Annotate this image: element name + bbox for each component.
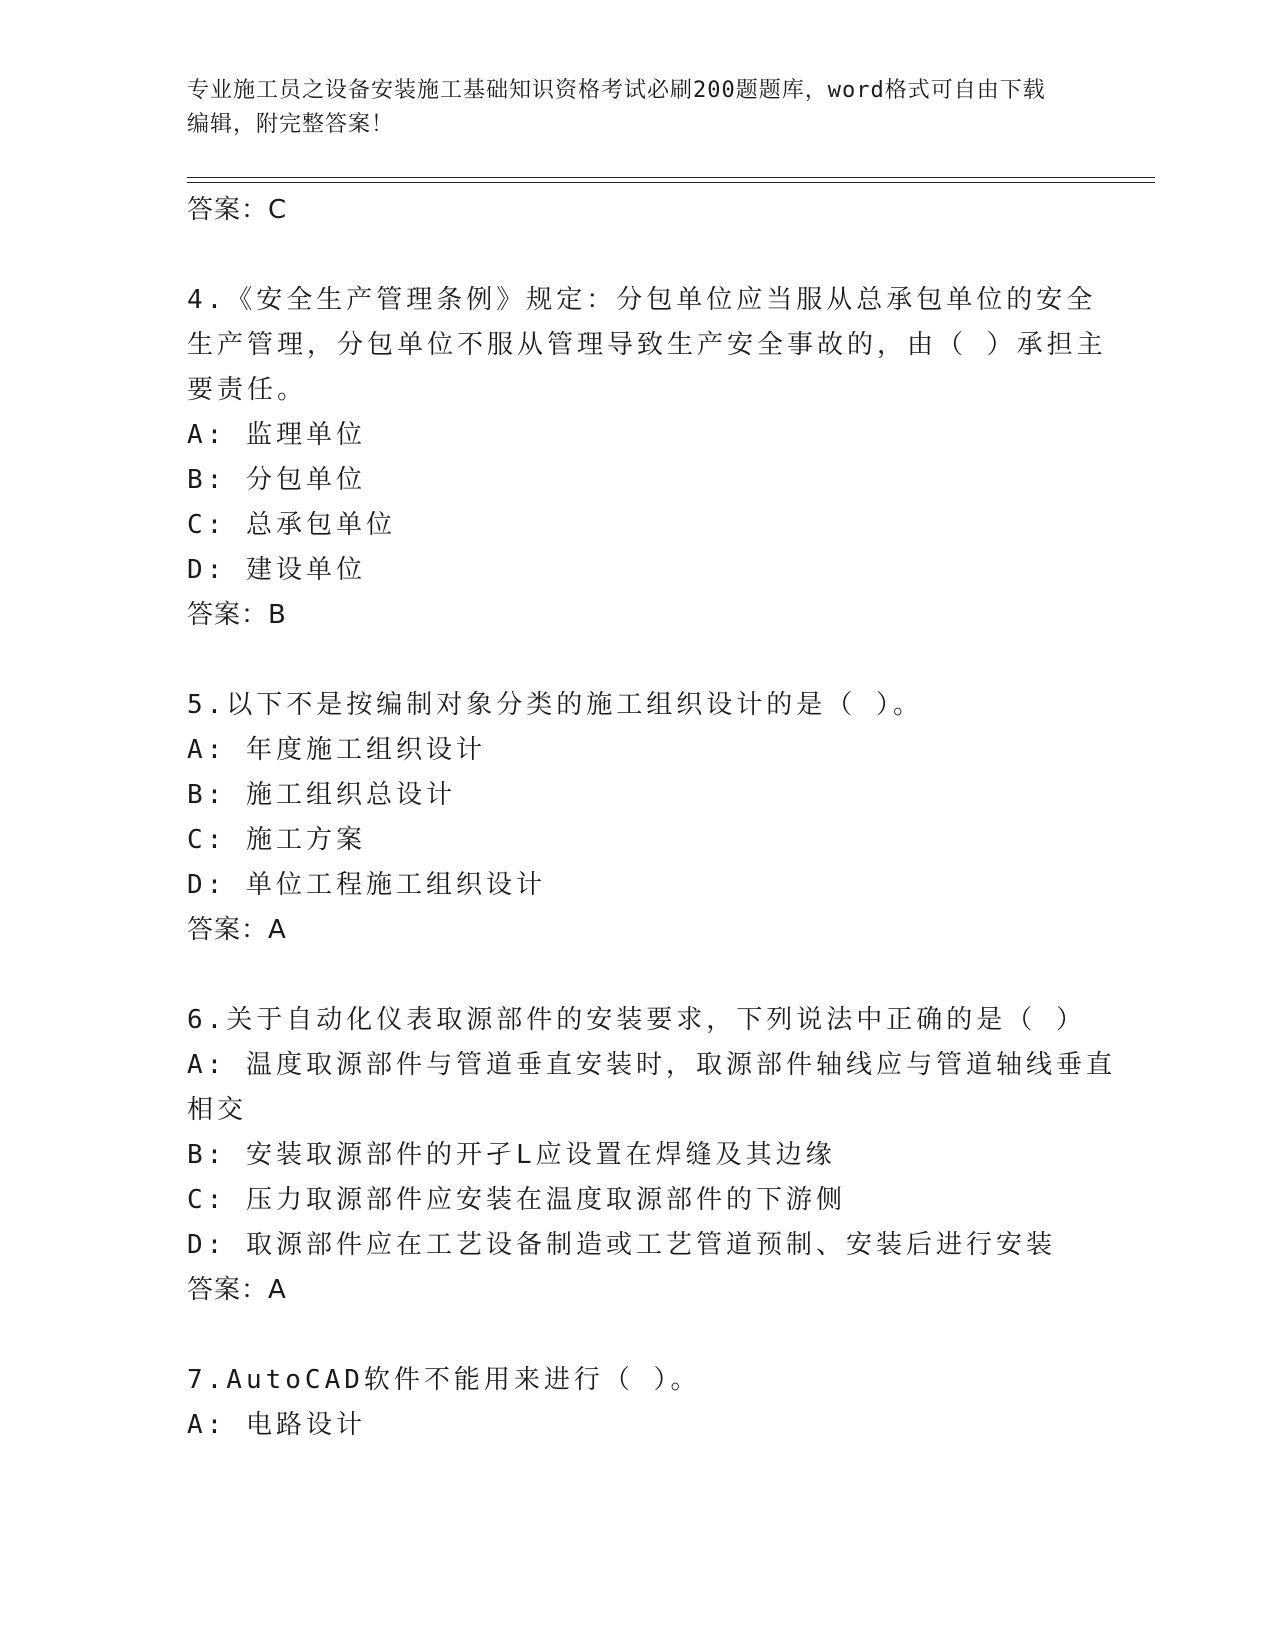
option-c: C: 施工方案 bbox=[187, 825, 366, 855]
header-rule-bottom bbox=[187, 182, 1155, 183]
option-a: A: 监理单位 bbox=[187, 420, 366, 450]
question-5 bbox=[187, 683, 1087, 953]
answer: 答案：B bbox=[187, 600, 287, 630]
question-text-line: 6.关于自动化仪表取源部件的安装要求，下列说法中正确的是（ ） bbox=[187, 1005, 1086, 1035]
spacer bbox=[187, 953, 1087, 998]
option-a: A: 温度取源部件与管道垂直安装时，取源部件轴线应与管道轴线垂直 bbox=[187, 1050, 1116, 1080]
option-a-continued: 相交 bbox=[187, 1095, 248, 1125]
option-d: D: 单位工程施工组织设计 bbox=[187, 870, 546, 900]
question-4 bbox=[187, 278, 1107, 638]
header-rule-top bbox=[187, 177, 1155, 178]
question-text-line: 4.《安全生产管理条例》规定：分包单位应当服从总承包单位的安全 bbox=[187, 285, 1097, 315]
option-c: C: 压力取源部件应安装在温度取源部件的下游侧 bbox=[187, 1185, 846, 1215]
option-b: B: 分包单位 bbox=[187, 465, 366, 495]
document-page bbox=[187, 0, 1117, 1650]
question-text-line: 要责任。 bbox=[187, 375, 308, 405]
option-c: C: 总承包单位 bbox=[187, 510, 396, 540]
question-text-line: 7.AutoCAD软件不能用来进行（ ）。 bbox=[187, 1365, 701, 1395]
answer: 答案：A bbox=[187, 1275, 287, 1305]
previous-answer: 答案：C bbox=[187, 195, 288, 225]
option-a: A: 电路设计 bbox=[187, 1410, 366, 1440]
spacer bbox=[187, 1313, 1087, 1358]
option-b: B: 施工组织总设计 bbox=[187, 780, 456, 810]
option-a: A: 年度施工组织设计 bbox=[187, 735, 486, 765]
spacer bbox=[187, 233, 1087, 278]
answer: 答案：A bbox=[187, 915, 287, 945]
question-7 bbox=[187, 1358, 1087, 1448]
question-text-line: 5.以下不是按编制对象分类的施工组织设计的是（ ）。 bbox=[187, 690, 923, 720]
option-d: D: 取源部件应在工艺设备制造或工艺管道预制、安装后进行安装 bbox=[187, 1230, 1056, 1260]
question-text-line: 生产管理，分包单位不服从管理导致生产安全事故的，由（ ）承担主 bbox=[187, 330, 1107, 360]
spacer bbox=[187, 638, 1087, 683]
document-header: 专业施工员之设备安装施工基础知识资格考试必刷200题题库，word格式可自由下载编辑，附完整答案！ bbox=[187, 78, 1046, 137]
question-6 bbox=[187, 998, 1116, 1313]
question-list bbox=[187, 188, 1116, 1448]
option-b: B: 安装取源部件的开孑L应设置在焊缝及其边缘 bbox=[187, 1140, 836, 1170]
option-d: D: 建设单位 bbox=[187, 555, 366, 585]
